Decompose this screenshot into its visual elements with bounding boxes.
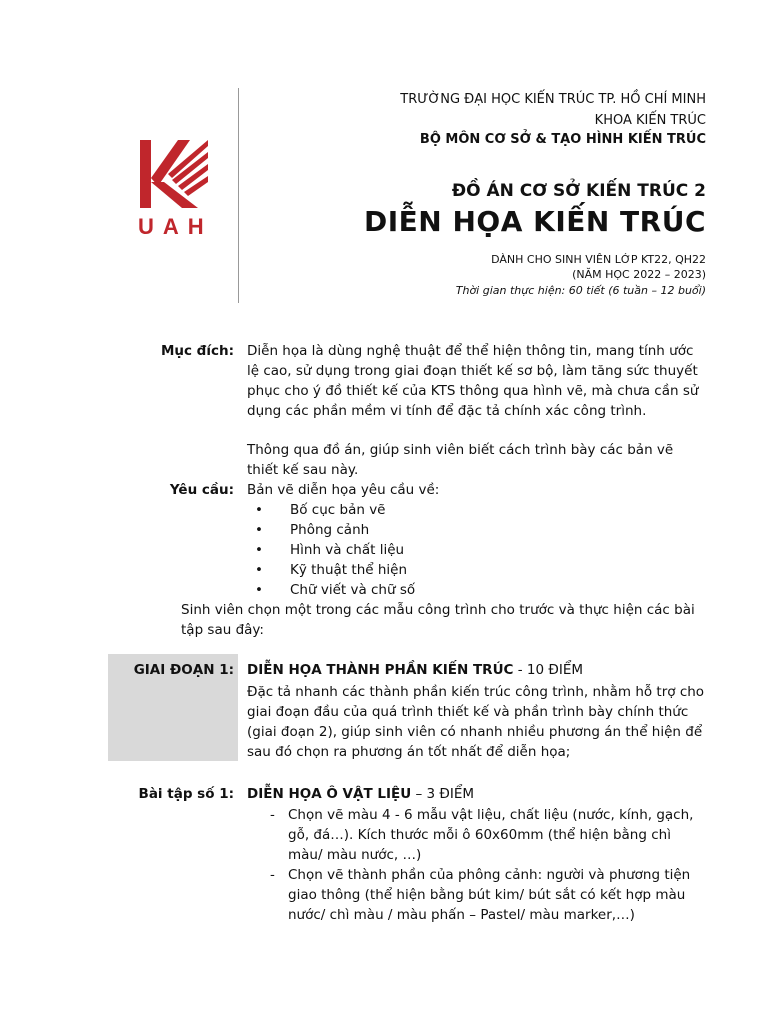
- dash-icon: -: [270, 807, 275, 823]
- page-title: DIỄN HỌA KIẾN TRÚC: [364, 205, 706, 238]
- school-name: TRƯỜNG ĐẠI HỌC KIẾN TRÚC TP. HỒ CHÍ MINH: [400, 92, 706, 107]
- exercise1-points: – 3 ĐIỂM: [411, 786, 475, 802]
- purpose-label: Mục đích:: [160, 343, 234, 359]
- phase1-description: Đặc tả nhanh các thành phần kiến trúc công trình, nhằm hỗ trợ cho giai đoạn đầu của quá trình thiết kế và phần trình bày chính thức (giai đoạn 2), giúp sinh viên có nhanh nhiều phương án thể hiện để sau đó chọn ra phương án tốt nhất để diễn họa;: [247, 684, 705, 760]
- list-item: • Chữ viết và chữ số: [255, 582, 416, 598]
- duration: Thời gian thực hiện: 60 tiết (6 tuần – 12 buổi): [455, 284, 706, 297]
- exercise1-label: Bài tập số 1:: [138, 786, 234, 802]
- bullet-icon: •: [255, 582, 263, 598]
- uah-logo-icon: [138, 138, 210, 210]
- phase1-heading: [247, 660, 717, 680]
- audience: DÀNH CHO SINH VIÊN LỚP KT22, QH22: [491, 253, 706, 266]
- requirements-intro: Bản vẽ diễn họa yêu cầu về:: [247, 482, 440, 498]
- bullet-icon: •: [255, 522, 263, 538]
- bullet-icon: •: [255, 562, 263, 578]
- purpose-text-2: Thông qua đồ án, giúp sinh viên biết cách trình bày các bản vẽ thiết kế sau này.: [247, 442, 674, 478]
- faculty-name: KHOA KIẾN TRÚC: [594, 113, 706, 128]
- phase1-title: DIỄN HỌA THÀNH PHẦN KIẾN TRÚC: [247, 662, 514, 678]
- exercise1-title: DIỄN HỌA Ô VẬT LIỆU: [247, 786, 412, 802]
- bullet-icon: •: [255, 502, 263, 518]
- requirements-note: Sinh viên chọn một trong các mẫu công trình cho trước và thực hiện các bài tập sau đây:: [181, 602, 695, 638]
- bullet-icon: •: [255, 542, 263, 558]
- phase1-points: - 10 ĐIỂM: [513, 662, 583, 678]
- dash-icon: -: [270, 867, 275, 883]
- list-item: • Hình và chất liệu: [255, 542, 405, 558]
- exercise1-item-2: - Chọn vẽ thành phần của phông cảnh: người và phương tiện giao thông (thể hiện bằng bút kim/ bút sắt có kết hợp màu nước/ chì màu / màu phấn – Pastel/ màu marker,…): [270, 867, 691, 923]
- phase1-label: GIAI ĐOẠN 1:: [133, 662, 234, 678]
- logo-text: UAH: [138, 214, 213, 239]
- header-divider: [238, 88, 239, 303]
- list-item: • Phông cảnh: [255, 522, 370, 538]
- requirements-label: Yêu cầu:: [169, 482, 234, 498]
- exercise1-item-1: - Chọn vẽ màu 4 - 6 mẫu vật liệu, chất liệu (nước, kính, gạch, gỗ, đá…). Kích thước mỗi ô 60x60mm (thể hiện bằng chì màu/ màu nước, …): [270, 807, 694, 863]
- list-item: • Kỹ thuật thể hiện: [255, 562, 408, 578]
- school-year: (NĂM HỌC 2022 – 2023): [572, 268, 706, 281]
- department-name: BỘ MÔN CƠ SỞ & TẠO HÌNH KIẾN TRÚC: [419, 132, 706, 147]
- exercise1-heading: [247, 784, 707, 804]
- requirements-list: [256, 500, 415, 600]
- list-item: • Bố cục bản vẽ: [255, 502, 386, 518]
- purpose-text-1: Diễn họa là dùng nghệ thuật để thể hiện thông tin, mang tính ước lệ cao, sử dụng trong giai đoạn thiết kế sơ bộ, làm tăng sức thuyết phục cho ý đồ thiết kế của KTS thông qua hình vẽ, mà chưa cần sử dụng các phần mềm vi tính để đặc tả chính xác công trình.: [247, 343, 699, 419]
- course-name: ĐỒ ÁN CƠ SỞ KIẾN TRÚC 2: [451, 181, 706, 201]
